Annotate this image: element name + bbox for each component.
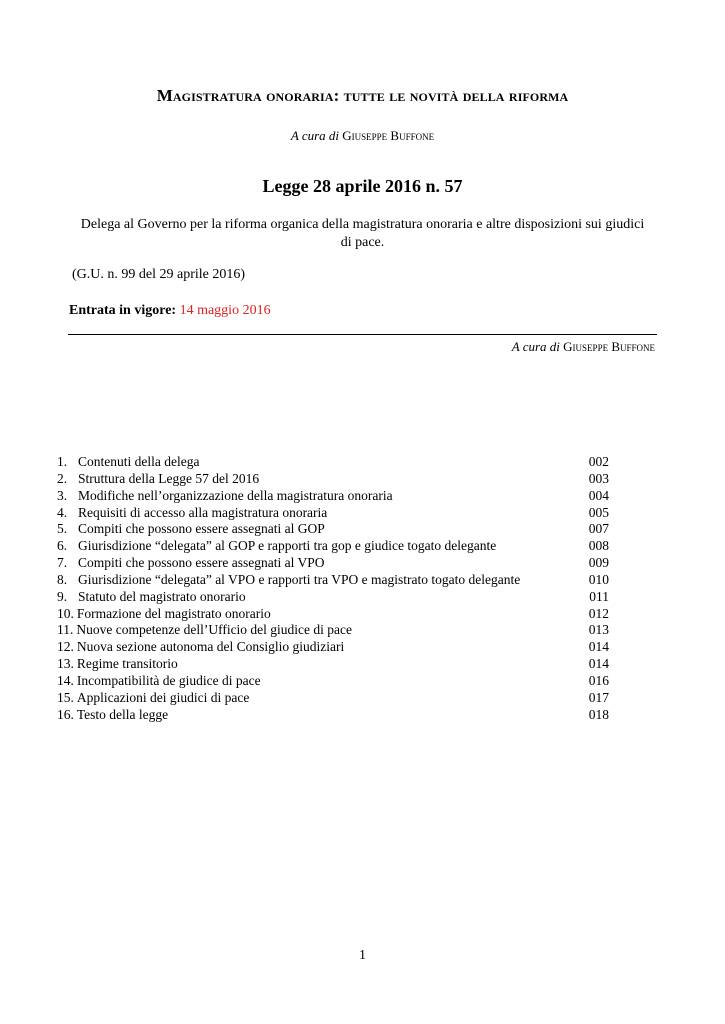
- toc-entry-page: 010: [588, 571, 609, 587]
- toc-entry-page: 017: [588, 689, 609, 705]
- document-title: Magistratura onoraria: tutte le novità della riforma: [156, 86, 569, 105]
- toc-entry-number: 7.: [57, 555, 68, 571]
- page-number: 1: [359, 948, 366, 963]
- toc-entry-number: 12.: [57, 639, 74, 655]
- horizontal-divider: [68, 334, 657, 335]
- toc-entry-page: 005: [588, 504, 609, 520]
- toc-entry-number: 13.: [57, 656, 74, 672]
- curator-name: Giuseppe Buffone: [342, 128, 435, 143]
- curator-prefix: A cura di: [511, 339, 560, 354]
- toc-entry-number: 4.: [57, 504, 68, 520]
- toc-entry-number: 1.: [57, 454, 68, 469]
- toc-entry-number: 6.: [57, 538, 68, 554]
- toc-entry[interactable]: [57, 521, 609, 538]
- toc-entry-page: 011: [589, 588, 609, 604]
- toc-entry[interactable]: [57, 673, 609, 690]
- toc-entry[interactable]: [57, 656, 609, 673]
- toc-entry-page: 002: [588, 454, 609, 469]
- table-of-contents: [57, 454, 609, 724]
- toc-entry-number: 11.: [57, 622, 74, 638]
- toc-entry-page: 008: [588, 538, 609, 554]
- toc-entry[interactable]: [57, 555, 609, 572]
- toc-entry-label: Giurisdizione “delegata” al GOP e rapporti tra gop e giudice togato delegante: [78, 538, 497, 554]
- toc-entry-number: 14.: [57, 672, 74, 688]
- toc-entry[interactable]: [57, 707, 609, 724]
- toc-entry-page: 012: [588, 605, 609, 621]
- curator-prefix: A cura di: [290, 128, 340, 143]
- toc-entry-label: Regime transitorio: [76, 656, 178, 672]
- toc-entry-label: Contenuti della delega: [78, 454, 200, 469]
- toc-entry-label: Nuove competenze dell’Ufficio del giudice di pace: [76, 622, 353, 638]
- toc-entry[interactable]: [57, 572, 609, 589]
- entry-label: Entrata in vigore:: [69, 303, 177, 318]
- law-title: Legge 28 aprile 2016 n. 57: [262, 176, 463, 196]
- toc-entry-number: 8.: [57, 571, 68, 587]
- toc-entry-label: Giurisdizione “delegata” al VPO e rapporti tra VPO e magistrato togato delegante: [78, 571, 521, 587]
- toc-entry-page: 016: [588, 672, 609, 688]
- entry-date: 14 maggio 2016: [179, 303, 271, 318]
- toc-entry-page: 014: [588, 639, 609, 655]
- toc-entry-number: 9.: [57, 588, 68, 604]
- toc-entry-label: Testo della legge: [76, 706, 169, 722]
- toc-entry-number: 15.: [57, 689, 74, 705]
- toc-entry[interactable]: [57, 606, 609, 623]
- toc-entry-label: Compiti che possono essere assegnati al VPO: [78, 555, 325, 571]
- toc-entry[interactable]: [57, 454, 609, 471]
- toc-entry-page: 014: [588, 656, 609, 672]
- curator-line-right: [512, 339, 655, 355]
- law-description: Delega al Governo per la riforma organica della magistratura onoraria e altre disposizioni sui giudici di pace.: [80, 217, 645, 250]
- toc-entry[interactable]: [57, 639, 609, 656]
- toc-entry[interactable]: [57, 538, 609, 555]
- toc-entry-number: 2.: [57, 470, 68, 486]
- toc-entry-label: Requisiti di accesso alla magistratura onoraria: [78, 504, 328, 520]
- toc-entry[interactable]: [57, 488, 609, 505]
- toc-entry-number: 10.: [57, 605, 74, 621]
- toc-entry-page: 018: [588, 706, 609, 722]
- toc-entry-number: 3.: [57, 487, 68, 503]
- toc-entry[interactable]: [57, 622, 609, 639]
- toc-entry-label: Applicazioni dei giudici di pace: [76, 689, 250, 705]
- toc-entry-label: Nuova sezione autonoma del Consiglio giudiziari: [76, 639, 345, 655]
- toc-entry-label: Incompatibilità de giudice di pace: [76, 672, 261, 688]
- gazette-reference: (G.U. n. 99 del 29 aprile 2016): [72, 267, 246, 282]
- toc-entry-page: 004: [588, 487, 609, 503]
- toc-entry-label: Struttura della Legge 57 del 2016: [78, 470, 260, 486]
- toc-entry-number: 16.: [57, 706, 74, 722]
- toc-entry[interactable]: [57, 505, 609, 522]
- toc-entry-number: 5.: [57, 521, 68, 537]
- curator-line: [0, 128, 725, 144]
- entry-into-force: [69, 303, 271, 319]
- toc-entry-label: Compiti che possono essere assegnati al GOP: [78, 521, 325, 537]
- toc-entry-label: Statuto del magistrato onorario: [78, 588, 246, 604]
- toc-entry[interactable]: [57, 589, 609, 606]
- toc-entry-page: 007: [588, 521, 609, 537]
- toc-entry[interactable]: [57, 471, 609, 488]
- toc-entry-page: 013: [588, 622, 609, 638]
- curator-name: Giuseppe Buffone: [563, 339, 655, 354]
- toc-entry-label: Formazione del magistrato onorario: [76, 605, 271, 621]
- toc-entry-page: 009: [588, 555, 609, 571]
- toc-entry[interactable]: [57, 690, 609, 707]
- toc-entry-page: 003: [588, 470, 609, 486]
- toc-entry-label: Modifiche nell’organizzazione della magistratura onoraria: [78, 487, 393, 503]
